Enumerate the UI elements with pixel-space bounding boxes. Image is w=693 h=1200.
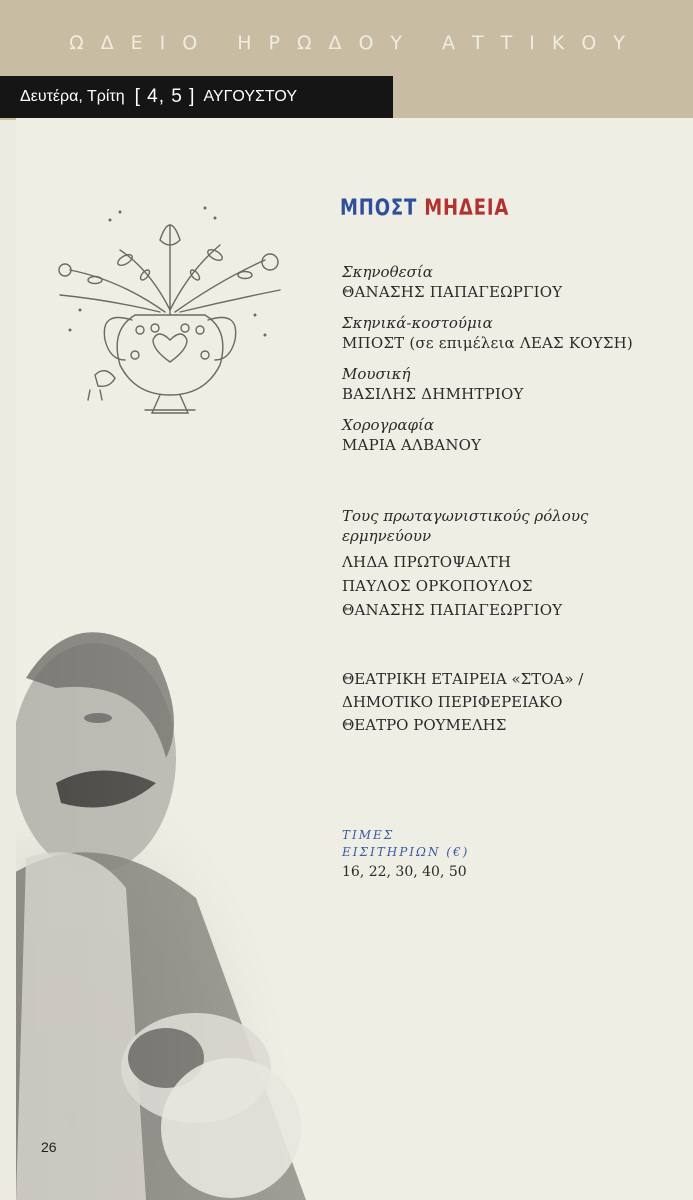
vase-illustration <box>40 200 300 430</box>
company-line: ΘΕΑΤΡΙΚΗ ΕΤΑΙΡΕΙΑ «ΣΤΟΑ» / <box>342 670 584 688</box>
theatre-company <box>342 668 672 737</box>
credit-name: ΜΠΟΣΤ (σε επιμέλεια ΛΕΑΣ ΚΟΥΣΗ) <box>342 334 633 352</box>
credit-role: Μουσική <box>342 365 411 383</box>
credits-list <box>342 262 672 466</box>
leads-heading: Τους πρωταγωνιστικούς ρόλους ερμηνεύουν <box>342 507 589 545</box>
lead-actors <box>342 506 672 624</box>
date-month: ΑΥΓΟΥΣΤΟΥ <box>203 88 297 105</box>
credit-name: ΒΑΣΙΛΗΣ ΔΗΜΗΤΡΙΟΥ <box>342 385 524 403</box>
prices-label: ΕΙΣΙΤΗΡΙΩΝ (€) <box>342 845 470 859</box>
credit-role: Χορογραφία <box>342 416 434 434</box>
prices-label: ΤΙΜΕΣ <box>342 828 395 842</box>
date-numbers: [ 4, 5 ] <box>134 86 196 107</box>
credit-role: Σκηνικά-κοστούμια <box>342 314 493 332</box>
title-author: ΜΠΟΣΤ <box>340 196 418 221</box>
lead-actor: ΘΑΝΑΣΗΣ ΠΑΠΑΓΕΩΡΓΙΟΥ <box>342 601 563 619</box>
ticket-prices <box>342 827 469 880</box>
prices-values: 16, 22, 30, 40, 50 <box>342 864 467 880</box>
company-line: ΔΗΜΟΤΙΚΟ ΠΕΡΙΦΕΡΕΙΑΚΟ <box>342 693 563 711</box>
credit-name: ΜΑΡΙΑ ΑΛΒΑΝΟΥ <box>342 436 482 454</box>
title-play: ΜΗΔΕΙΑ <box>424 196 510 221</box>
date-bar <box>0 76 393 118</box>
venue-title: ΩΔΕΙΟ ΗΡΩΔΟΥ ΑΤΤΙΚΟΥ <box>69 32 642 54</box>
date-days: Δευτέρα, Τρίτη <box>20 88 125 105</box>
credit-role: Σκηνοθεσία <box>342 263 433 281</box>
production-title <box>340 196 509 221</box>
credit-name: ΘΑΝΑΣΗΣ ΠΑΠΑΓΕΩΡΓΙΟΥ <box>342 283 563 301</box>
company-line: ΘΕΑΤΡΟ ΡΟΥΜΕΛΗΣ <box>342 716 507 734</box>
lead-actor: ΠΑΥΛΟΣ ΟΡΚΟΠΟΥΛΟΣ <box>342 577 533 595</box>
page-number: 26 <box>41 1139 57 1155</box>
lead-actor: ΛΗΔΑ ΠΡΩΤΟΨΑΛΤΗ <box>342 553 512 571</box>
